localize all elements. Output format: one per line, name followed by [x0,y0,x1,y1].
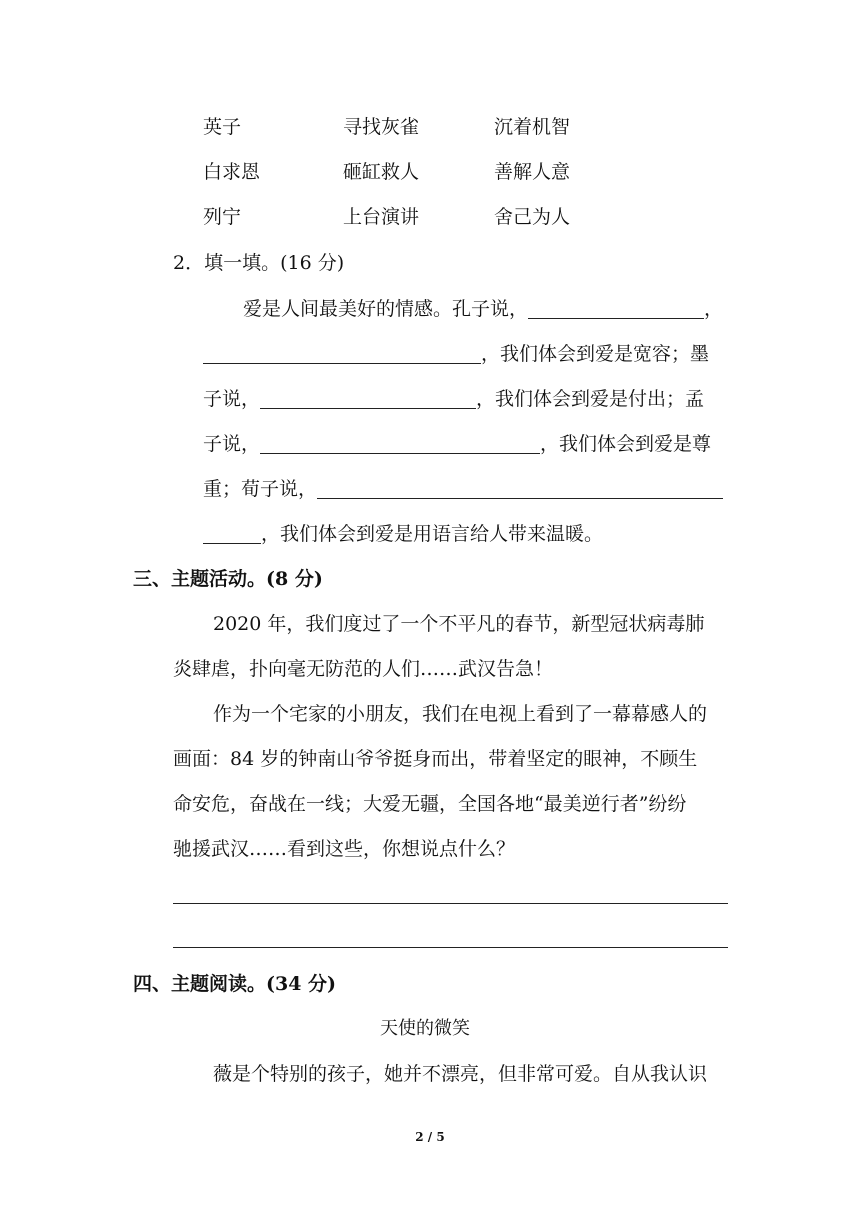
q2-line-1-text: 爱是人间最美好的情感。孔子说， [243,298,529,320]
q2-heading: 2．填一填。(16 分) [173,252,345,274]
answer-line-1[interactable] [173,903,728,904]
s3-p2-line-1: 作为一个宅家的小朋友，我们在电视上看到了一幕幕感人的 [213,703,708,725]
match-left-1: 英子 [203,116,242,138]
s3-p1-line-1: 2020 年，我们度过了一个不平凡的春节，新型冠状病毒肺 [213,613,705,635]
q2-line-2-text: ，我们体会到爱是宽容；墨 [481,343,710,365]
q2-line-4-b: ，我们体会到爱是尊 [540,433,712,455]
q2-line-4 [203,435,711,454]
q2-line-1-end: ， [704,298,724,320]
answer-line-2[interactable] [173,947,728,948]
match-left-2: 白求恩 [203,161,261,183]
article-title: 天使的微笑 [380,1018,470,1039]
page-number: 2 / 5 [415,1130,445,1144]
answer-blank[interactable] [317,480,723,499]
answer-blank[interactable] [260,435,540,454]
s3-p1-line-2: 炎肆虐，扑向毫无防范的人们……武汉告急！ [173,658,554,680]
answer-blank[interactable] [260,390,476,409]
q2-line-1 [243,300,723,319]
s3-p2-line-3: 命安危，奋战在一线；大爱无疆，全国各地“最美逆行者”纷纷 [173,793,687,815]
s3-p2-line-4: 驰援武汉……看到这些，你想说点什么？ [173,838,516,860]
match-mid-3: 上台演讲 [343,206,420,228]
q2-line-6 [203,525,603,544]
q2-line-5-a: 重；荀子说， [203,478,318,500]
q2-line-3 [203,390,704,409]
answer-blank[interactable] [203,345,481,364]
q2-line-4-a: 子说， [203,433,261,455]
answer-blank[interactable] [528,300,704,319]
match-right-1: 沉着机智 [494,116,571,138]
match-mid-1: 寻找灰雀 [343,116,420,138]
article-p1-line-1: 薇是个特别的孩子，她并不漂亮，但非常可爱。自从我认识 [213,1063,708,1085]
s3-p2-line-2: 画面：84 岁的钟南山爷爷挺身而出，带着坚定的眼神，不顾生 [173,748,698,770]
match-mid-2: 砸缸救人 [343,161,420,183]
q2-line-3-b: ，我们体会到爱是付出；孟 [476,388,705,410]
q2-line-5 [203,480,723,499]
match-left-3: 列宁 [203,206,242,228]
match-right-2: 善解人意 [494,161,571,183]
q2-line-3-a: 子说， [203,388,261,410]
q2-line-6-text: ，我们体会到爱是用语言给人带来温暖。 [261,523,604,545]
answer-blank[interactable] [203,525,261,544]
section-4-heading: 四、主题阅读。(34 分) [133,973,337,995]
match-right-3: 舍己为人 [494,206,571,228]
q2-line-2 [203,345,709,364]
section-3-heading: 三、主题活动。(8 分) [133,568,323,590]
